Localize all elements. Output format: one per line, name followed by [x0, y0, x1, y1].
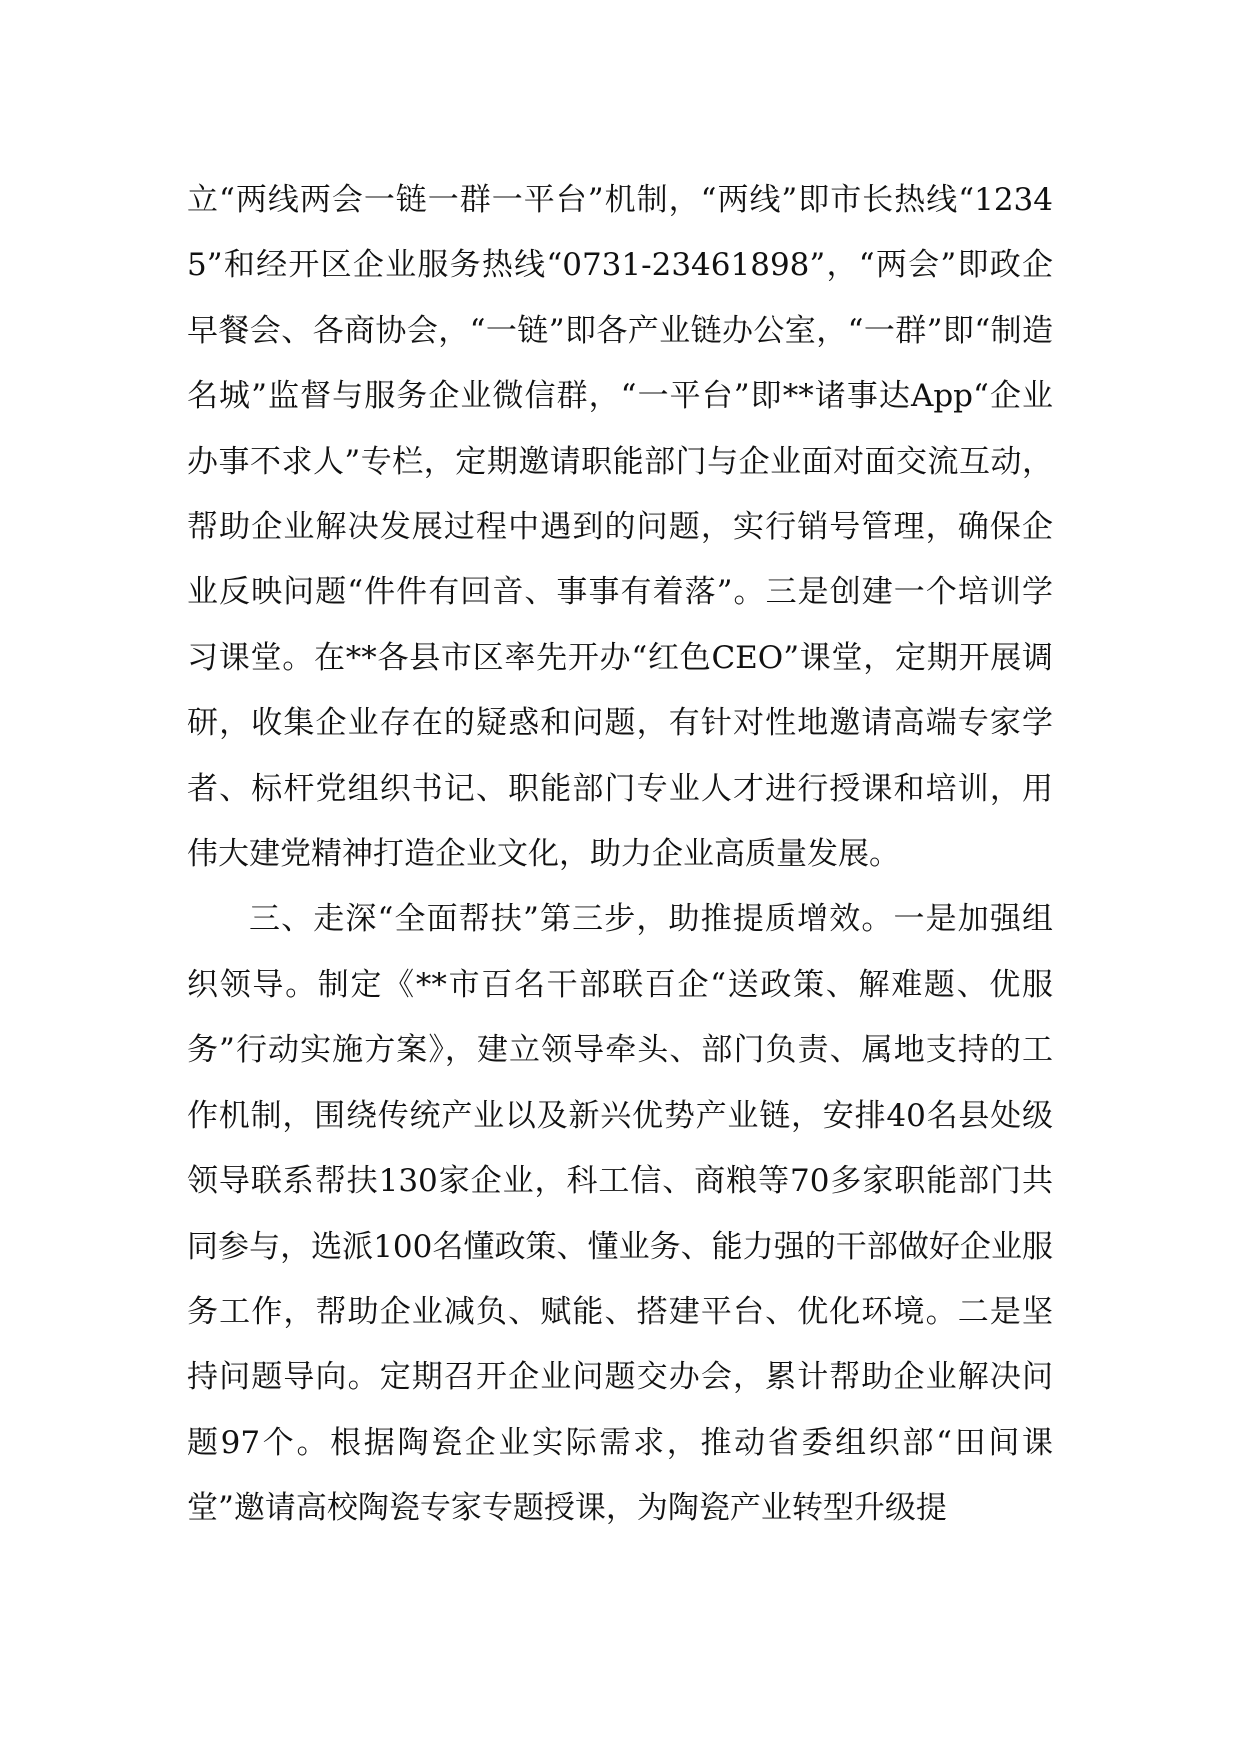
- paragraph-section-three: 三、走深“全面帮扶”第三步，助推提质增效。一是加强组织领导。制定《**市百名干部联百企“送政策、解难题、优服务”行动实施方案》，建立领导牵头、部门负责、属地支持的工作机制，围绕传统产业以及新兴优势产业链，安排40名县处级领导联系帮扶130家企业，科工信、商粮等70多家职能部门共同参与，选派100名懂政策、懂业务、能力强的干部做好企业服务工作，帮助企业减负、赋能、搭建平台、优化环境。二是坚持问题导向。定期召开企业问题交办会，累计帮助企业解决问题97个。根据陶瓷企业实际需求，推动省委组织部“田间课堂”邀请高校陶瓷专家专题授课，为陶瓷产业转型升级提: [187, 901, 1053, 1527]
- document-body: [187, 168, 1053, 1542]
- paragraph-continued: 立“两线两会一链一群一平台”机制，“两线”即市长热线“12345”和经开区企业服务热线“0731-23461898”，“两会”即政企早餐会、各商协会，“一链”即各产业链办公室，“一群”即“制造名城”监督与服务企业微信群，“一平台”即**诸事达App“企业办事不求人”专栏，定期邀请职能部门与企业面对面交流互动，帮助企业解决发展过程中遇到的问题，实行销号管理，确保企业反映问题“件件有回音、事事有着落”。三是创建一个培训学习课堂。在**各县市区率先开办“红色CEO”课堂，定期开展调研，收集企业存在的疑惑和问题，有针对性地邀请高端专家学者、标杆党组织书记、职能部门专业人才进行授课和培训，用伟大建党精神打造企业文化，助力企业高质量发展。: [187, 182, 1053, 873]
